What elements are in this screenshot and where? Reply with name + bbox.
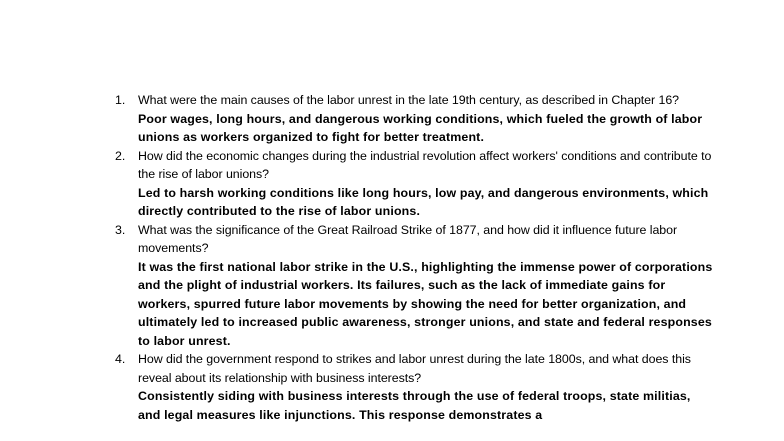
list-item (115, 221, 715, 351)
answer-text: Poor wages, long hours, and dangerous working conditions, which fueled the growth of labor unions as workers organized to fight for better treatment. (138, 111, 703, 144)
item-number: 2. (115, 148, 126, 163)
item-number: 1. (115, 93, 126, 107)
question-text: How did the government respond to strikes and labor unrest during the late 1800s, and what does this reveal about its relationship with business interests? (138, 352, 691, 385)
question-text: What were the main causes of the labor unrest in the late 19th century, as described in Chapter 16? (138, 93, 680, 107)
question-text: How did the economic changes during the industrial revolution affect workers' conditions and contribute to the rise of labor unions? (138, 148, 712, 181)
item-number: 3. (115, 222, 126, 237)
question-text: What was the significance of the Great Railroad Strike of 1877, and how did it influence future labor movements? (138, 222, 678, 255)
item-number: 4. (115, 352, 126, 366)
answer-text: It was the first national labor strike in the U.S., highlighting the immense power of corporations and the plight of industrial workers. Its failures, such as the lack of immediate gains for workers, spurred future labor movements by showing the need for better organization, and ultimately led to increased public awareness, stronger unions, and state and federal responses to labor unrest. (138, 259, 713, 348)
answer-text: Consistently siding with business interests through the use of federal troops, state militias, and legal measures like injunctions. This response demonstrates a (138, 389, 691, 422)
question-answer-list (115, 91, 715, 424)
list-item (115, 147, 715, 221)
list-item (115, 91, 715, 147)
answer-text: Led to harsh working conditions like long hours, low pay, and dangerous environments, which directly contributed to the rise of labor unions. (138, 185, 709, 218)
list-item (115, 350, 715, 424)
